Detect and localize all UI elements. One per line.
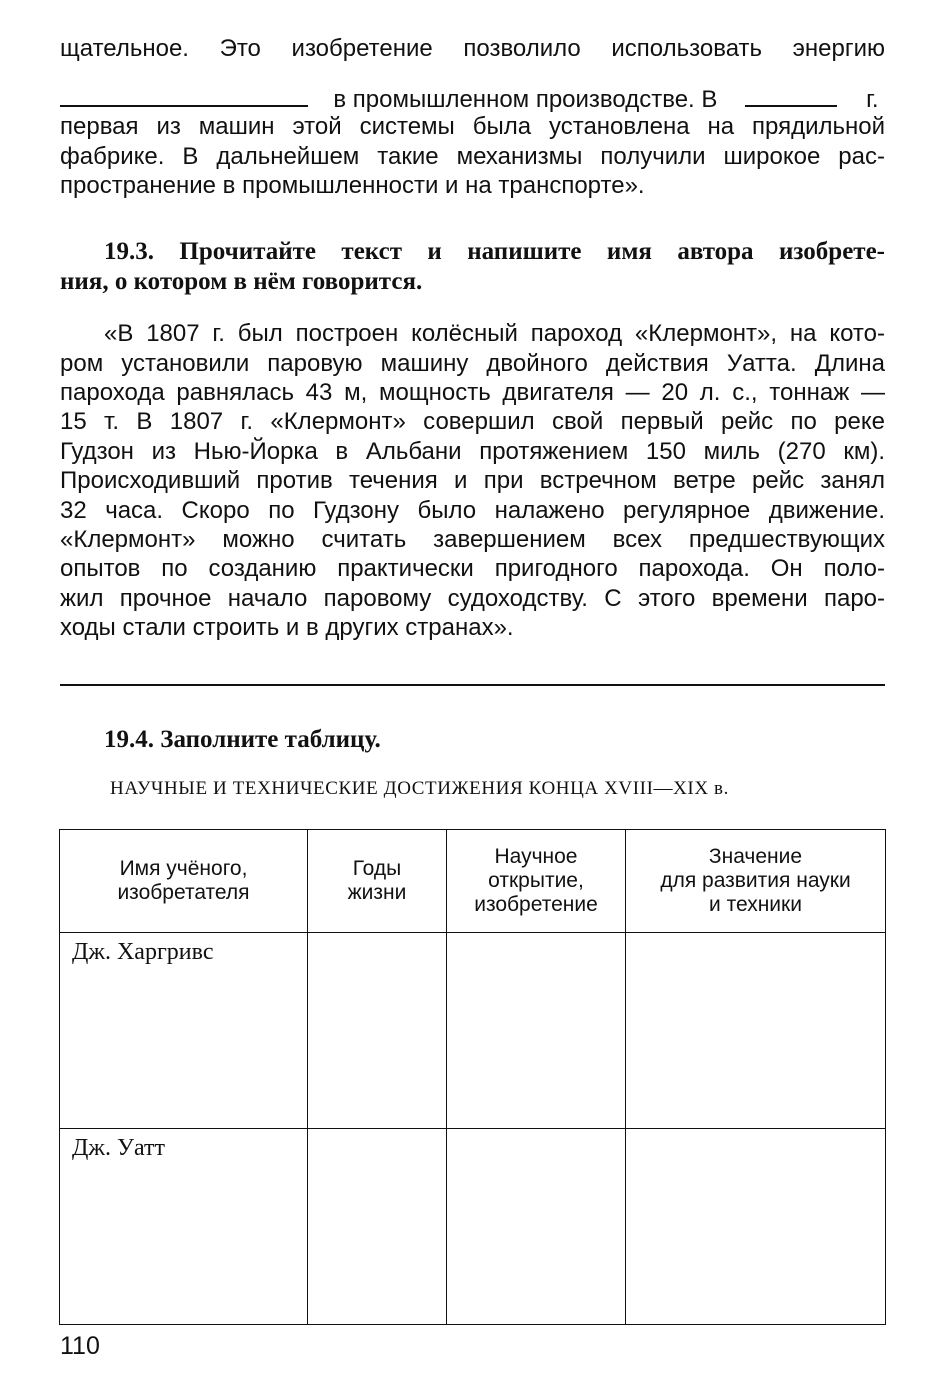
answer-blank-year[interactable] [745, 85, 837, 107]
task-19-4-header: 19.4. Заполните таблицу. [104, 726, 381, 753]
quote-line: жил прочное начало паровому судоходству. С этого времени паро- [60, 585, 885, 612]
text-line: фабрике. В дальнейшем такие механизмы получили широкое рас- [60, 143, 885, 170]
fill-in-line [60, 85, 885, 114]
quote-line: 32 часа. Скоро по Гудзону было налажено регулярное движение. [60, 497, 885, 524]
quote-line: «В 1807 г. был построен колёсный пароход «Клермонт», на кото- [104, 320, 885, 347]
cell-years[interactable] [308, 933, 447, 1129]
cell-scientist-name: Дж. Харгривс [60, 933, 308, 1129]
cell-years[interactable] [308, 1129, 447, 1325]
table-header-row [60, 830, 886, 933]
text-fragment: г. [866, 86, 879, 113]
quote-line: опытов по созданию практически пригодного парохода. Он поло- [60, 555, 885, 582]
column-header-years: Годы жизни [308, 830, 447, 933]
text-line: первая из машин этой системы была установлена на прядильной [60, 113, 885, 140]
quote-line: «Клермонт» можно считать завершением всех предшествующих [60, 526, 885, 553]
column-header-name: Имя учёного, изобретателя [60, 830, 308, 933]
cell-scientist-name: Дж. Уатт [60, 1129, 308, 1325]
cell-significance[interactable] [626, 933, 886, 1129]
task-19-3-header: 19.3. Прочитайте текст и напишите имя автора изобрете- [104, 238, 885, 265]
quote-line: 15 т. В 1807 г. «Клермонт» совершил свой первый рейс по реке [60, 408, 885, 435]
quote-line: ходы стали строить и в других странах». [60, 614, 514, 641]
achievements-table [59, 829, 886, 1325]
table-row [60, 1129, 886, 1325]
page-number: 110 [60, 1332, 100, 1360]
quote-line: Происходивший против течения и при встречном ветре рейс занял [60, 467, 885, 494]
table-row [60, 933, 886, 1129]
text-line: пространение в промышленности и на транспорте». [60, 172, 645, 199]
answer-line-author[interactable] [60, 684, 885, 686]
task-19-3-header-cont: ния, о котором в нём говорится. [60, 268, 423, 295]
answer-blank-energy[interactable] [60, 85, 308, 107]
cell-discovery[interactable] [447, 1129, 626, 1325]
cell-discovery[interactable] [447, 933, 626, 1129]
text-fragment: в промышленном производстве. В [333, 86, 718, 113]
quote-line: Гудзон из Нью-Йорка в Альбани протяжением 150 миль (270 км). [60, 438, 885, 465]
quote-line: парохода равнялась 43 м, мощность двигателя — 20 л. с., тоннаж — [60, 379, 885, 406]
cell-significance[interactable] [626, 1129, 886, 1325]
table-title: НАУЧНЫЕ И ТЕХНИЧЕСКИЕ ДОСТИЖЕНИЯ КОНЦА XVIII—XIX в. [110, 778, 729, 799]
column-header-significance: Значение для развития науки и техники [626, 830, 886, 933]
quote-line: ром установили паровую машину двойного действия Уатта. Длина [60, 350, 885, 377]
column-header-discovery: Научное открытие, изобретение [447, 830, 626, 933]
text-line: щательное. Это изобретение позволило использовать энергию [60, 35, 885, 62]
